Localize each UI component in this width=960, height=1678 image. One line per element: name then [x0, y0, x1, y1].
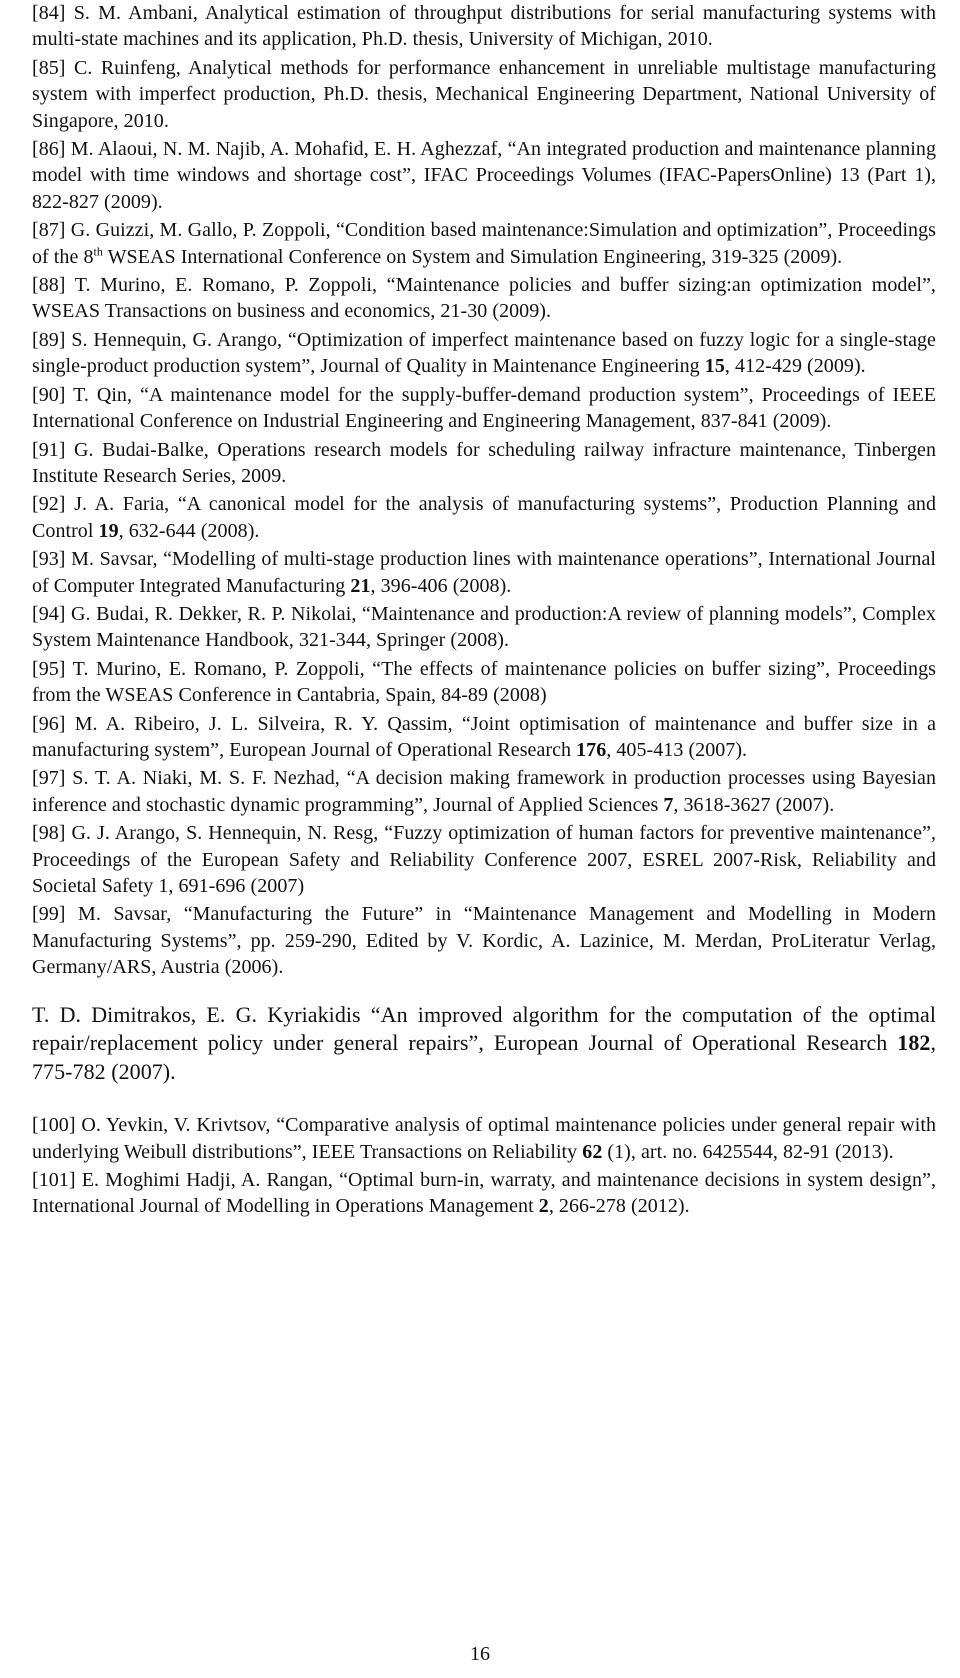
reference-89: [89] S. Hennequin, G. Arango, “Optimization of imperfect maintenance based on fuzzy logic for a single-stage single-product production system”, Journal of Quality in Maintenance Engineering 15, 412-429 (2009). [32, 328, 936, 378]
reference-98: [98] G. J. Arango, S. Hennequin, N. Resg, “Fuzzy optimization of human factors for preventive maintenance”, Proceedings of the European Safety and Reliability Conference 2007, ESREL 2007-Risk, Reliability and Societal Safety 1, 691-696 (2007) [32, 822, 936, 897]
reference-93: [93] M. Savsar, “Modelling of multi-stage production lines with maintenance operations”, International Journal of Computer Integrated Manufacturing 21, 396-406 (2008). [32, 548, 936, 597]
section-gap [32, 1088, 936, 1112]
reference-96: [96] M. A. Ribeiro, J. L. Silveira, R. Y. Qassim, “Joint optimisation of maintenance and buffer size in a manufacturing system”, European Journal of Operational Research 176, 405-413 (2007). [32, 712, 936, 761]
reference-92: [92] J. A. Faria, “A canonical model for the analysis of manufacturing systems”, Production Planning and Control 19, 632-644 (2008). [32, 493, 936, 542]
reference-99: [99] M. Savsar, “Manufacturing the Future” in “Maintenance Management and Modelling in Modern Manufacturing Systems”, pp. 259-290, Edited by V. Kordic, A. Lazinice, M. Merdan, ProLiteratur Verlag, Germany/ARS, Austria (2006). [32, 903, 936, 979]
reference-95: [95] T. Murino, E. Romano, P. Zoppoli, “The effects of maintenance policies on buffer sizing”, Proceedings from the WSEAS Conference in Cantabria, Spain, 84-89 (2008) [32, 657, 936, 707]
reference-86: [86] M. Alaoui, N. M. Najib, A. Mohafid, E. H. Aghezzaf, “An integrated production and maintenance planning model with time windows and shortage cost”, IFAC Proceedings Volumes (IFAC-PapersOnline) 13 (Part 1), 822-827 (2009). [32, 138, 936, 213]
reference-85: [85] C. Ruinfeng, Analytical methods for performance enhancement in unreliable multistage manufacturing system with imperfect production, Ph.D. thesis, Mechanical Engineering Department, National University of Singapore, 2010. [32, 56, 936, 132]
reference-88: [88] T. Murino, E. Romano, P. Zoppoli, “Maintenance policies and buffer sizing:an optimization model”, WSEAS Transactions on business and economics, 21-30 (2009). [32, 274, 936, 323]
section-gap [32, 983, 936, 1001]
reference-91: [91] G. Budai-Balke, Operations research models for scheduling railway infracture maintenance, Tinbergen Institute Research Series, 2009. [32, 438, 936, 487]
reference-87: [87] G. Guizzi, M. Gallo, P. Zoppoli, “Condition based maintenance:Simulation and optimization”, Proceedings of the 8th WSEAS International Conference on System and Simulation Engineering, 319-325 (2009). [32, 219, 936, 268]
page-number: 16 [470, 1643, 490, 1665]
reference-101: [101] E. Moghimi Hadji, A. Rangan, “Optimal burn-in, warraty, and maintenance decisions in system design”, International Journal of Modelling in Operations Management 2, 266-278 (2012). [32, 1168, 936, 1218]
reference-84: [84] S. M. Ambani, Analytical estimation of throughput distributions for serial manufacturing systems with multi-state machines and its application, Ph.D. thesis, University of Michigan, 2010. [32, 2, 936, 51]
reference-100: [100] O. Yevkin, V. Krivtsov, “Comparative analysis of optimal maintenance policies under general repair with underlying Weibull distributions”, IEEE Transactions on Reliability 62 (1), art. no. 6425544, 82-91 (2013). [32, 1114, 936, 1163]
reference-94: [94] G. Budai, R. Dekker, R. P. Nikolai, “Maintenance and production:A review of planning models”, Complex System Maintenance Handbook, 321-344, Springer (2008). [32, 602, 936, 652]
reference-list [32, 0, 936, 1222]
reference-unnumbered: T. D. Dimitrakos, E. G. Kyriakidis “An improved algorithm for the computation of the optimal repair/replacement policy under general repairs”, European Journal of Operational Research 182, 775-782 (2007). [32, 1001, 936, 1084]
reference-90: [90] T. Qin, “A maintenance model for the supply-buffer-demand production system”, Proceedings of IEEE International Conference on Industrial Engineering and Engineering Management, 837-841 (2009). [32, 383, 936, 433]
reference-97: [97] S. T. A. Niaki, M. S. F. Nezhad, “A decision making framework in production processes using Bayesian inference and stochastic dynamic programming”, Journal of Applied Sciences 7, 3618-3627 (2007). [32, 767, 936, 816]
